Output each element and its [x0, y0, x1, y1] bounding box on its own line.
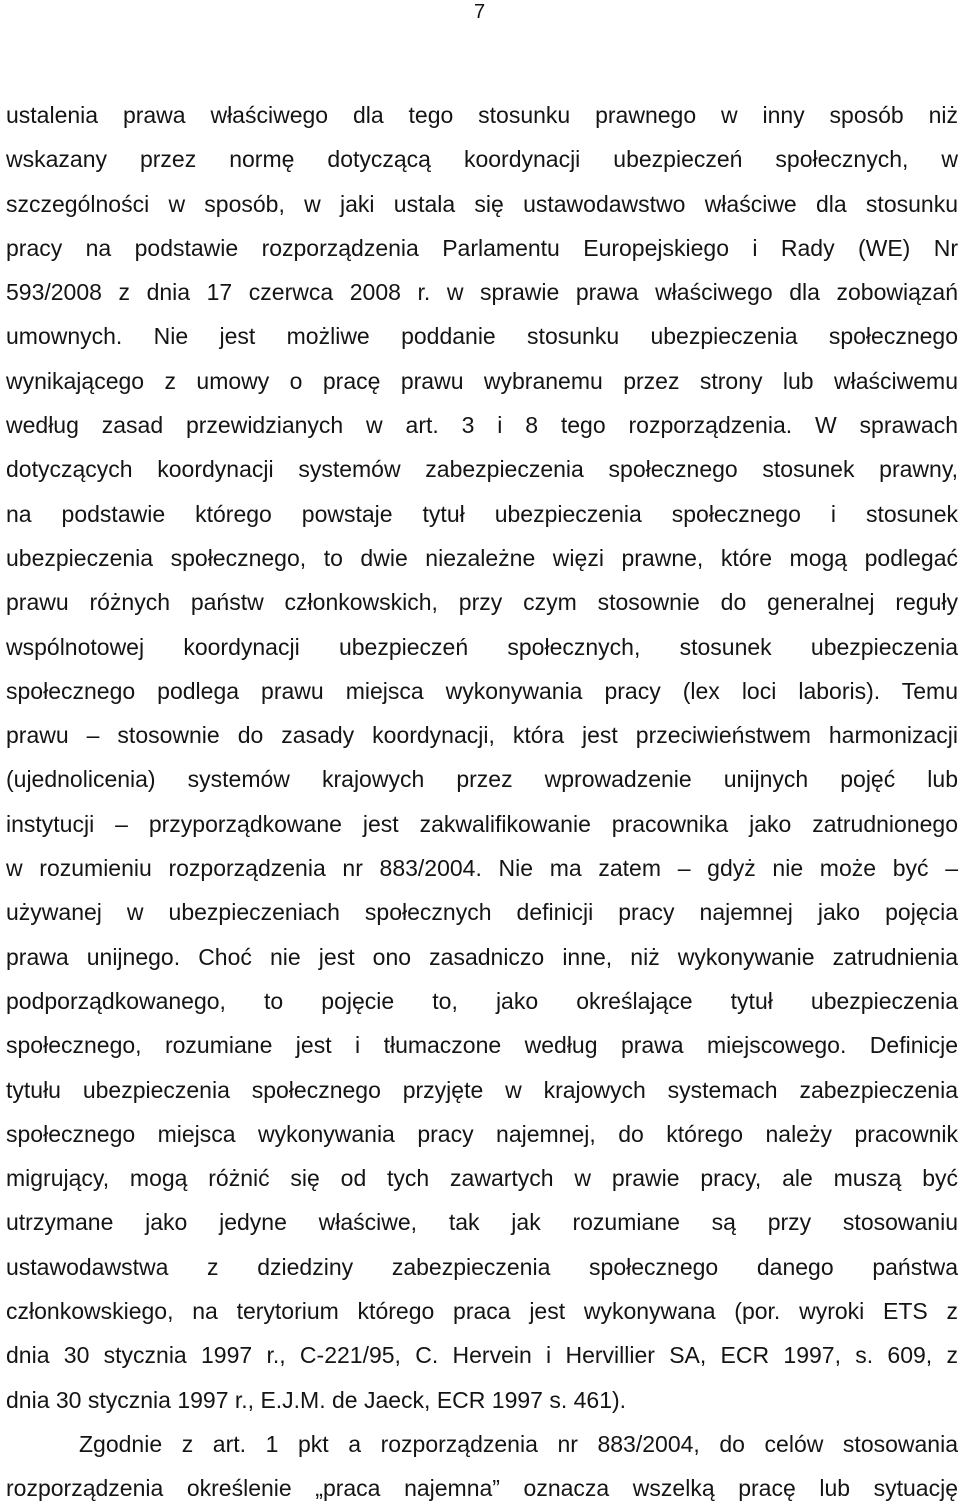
text-line: społecznego miejsca wykonywania pracy najemnej, do którego należy pracownik: [6, 1120, 958, 1147]
text-line: dnia 30 stycznia 1997 r., E.J.M. de Jaeck, ECR 1997 s. 461).: [6, 1386, 627, 1413]
text-line: dnia 30 stycznia 1997 r., C-221/95, C. Hervein i Hervillier SA, ECR 1997, s. 609, z: [6, 1342, 958, 1369]
text-line: wskazany przez normę dotyczącą koordynacji ubezpieczeń społecznych, w: [6, 146, 958, 173]
text-line: społecznego podlega prawu miejsca wykonywania pracy (lex loci laboris). Temu: [6, 677, 958, 704]
text-line: używanej w ubezpieczeniach społecznych definicji pracy najemnej jako pojęcia: [6, 899, 958, 926]
text-line: Zgodnie z art. 1 pkt a rozporządzenia nr 883/2004, do celów stosowania: [79, 1430, 958, 1457]
text-line: pracy na podstawie rozporządzenia Parlamentu Europejskiego i Rady (WE) Nr: [6, 234, 958, 261]
page-number: 7: [474, 1, 486, 23]
text-line: umownych. Nie jest możliwe poddanie stosunku ubezpieczenia społecznego: [6, 323, 958, 350]
text-line: 593/2008 z dnia 17 czerwca 2008 r. w sprawie prawa właściwego dla zobowiązań: [6, 279, 958, 306]
text-line: wynikającego z umowy o pracę prawu wybranemu przez strony lub właściwemu: [6, 367, 958, 394]
text-line: ubezpieczenia społecznego, to dwie niezależne więzi prawne, które mogą podlegać: [6, 544, 958, 571]
text-line: wspólnotowej koordynacji ubezpieczeń społecznych, stosunek ubezpieczenia: [6, 633, 958, 660]
text-line: w rozumieniu rozporządzenia nr 883/2004. Nie ma zatem – gdyż nie może być –: [6, 855, 958, 882]
body-text: [6, 93, 958, 1511]
text-line: na podstawie którego powstaje tytuł ubezpieczenia społecznego i stosunek: [6, 500, 958, 527]
text-line: ustawodawstwa z dziedziny zabezpieczenia społecznego danego państwa: [6, 1253, 958, 1280]
text-line: migrujący, mogą różnić się od tych zawartych w prawie pracy, ale muszą być: [6, 1165, 958, 1192]
text-line: według zasad przewidzianych w art. 3 i 8 tego rozporządzenia. W sprawach: [6, 412, 958, 439]
text-line: szczególności w sposób, w jaki ustala się ustawodawstwo właściwe dla stosunku: [6, 190, 958, 217]
text-line: prawu – stosownie do zasady koordynacji, która jest przeciwieństwem harmonizacji: [6, 722, 958, 749]
text-line: prawu różnych państw członkowskich, przy czym stosownie do generalnej reguły: [6, 589, 958, 616]
text-line: instytucji – przyporządkowane jest zakwalifikowanie pracownika jako zatrudnionego: [6, 810, 958, 837]
text-line: utrzymane jako jedyne właściwe, tak jak rozumiane są przy stosowaniu: [6, 1209, 958, 1236]
text-line: podporządkowanego, to pojęcie to, jako określające tytuł ubezpieczenia: [6, 987, 958, 1014]
text-line: ustalenia prawa właściwego dla tego stosunku prawnego w inny sposób niż: [6, 102, 958, 128]
text-line: dotyczących koordynacji systemów zabezpieczenia społecznego stosunek prawny,: [6, 456, 958, 483]
text-line: tytułu ubezpieczenia społecznego przyjęte w krajowych systemach zabezpieczenia: [6, 1076, 958, 1103]
text-line: (ujednolicenia) systemów krajowych przez wprowadzenie unijnych pojęć lub: [6, 766, 958, 793]
text-line: członkowskiego, na terytorium którego praca jest wykonywana (por. wyroki ETS z: [6, 1298, 958, 1325]
text-line: społecznego, rozumiane jest i tłumaczone według prawa miejscowego. Definicje: [6, 1032, 958, 1059]
text-line: rozporządzenia określenie „praca najemna” oznacza wszelką pracę lub sytuację: [6, 1475, 958, 1502]
text-line: prawa unijnego. Choć nie jest ono zasadniczo inne, niż wykonywanie zatrudnienia: [6, 943, 958, 970]
